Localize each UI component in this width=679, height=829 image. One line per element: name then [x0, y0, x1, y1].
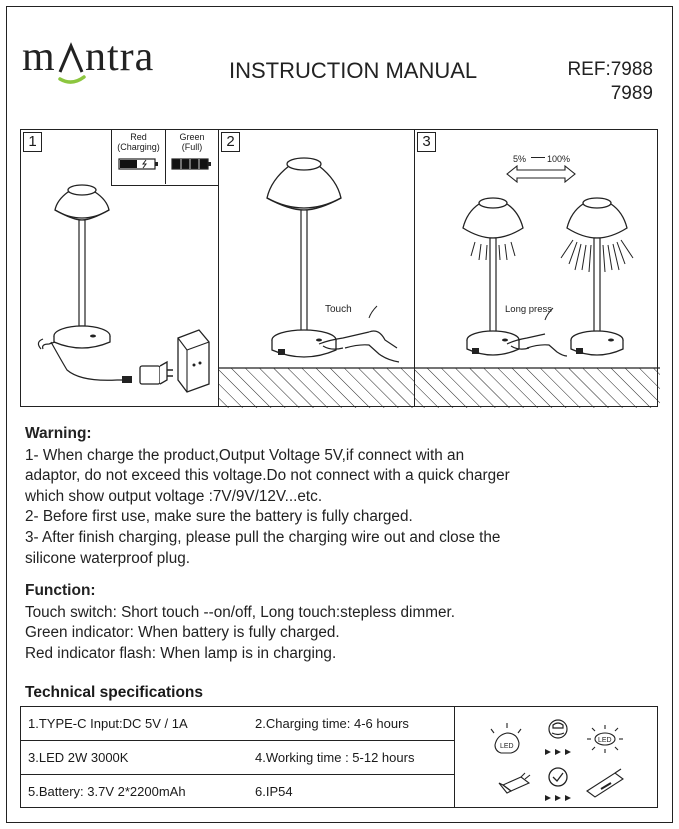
function-heading: Function:	[25, 582, 96, 600]
specs-heading: Technical specifications	[25, 684, 204, 701]
spec-cell: 2.Charging time: 4-6 hours	[255, 716, 409, 731]
spec-cell: 1.TYPE-C Input:DC 5V / 1A	[28, 716, 188, 731]
dim-scale-low: 5%	[513, 154, 527, 164]
function-line: Touch switch: Short touch --on/off, Long touch:stepless dimmer.	[25, 603, 455, 621]
spec-cell: 5.Battery: 3.7V 2*2200mAh	[28, 784, 186, 799]
illustration-panels	[20, 129, 658, 407]
brand-logo-mark	[22, 36, 202, 86]
driver-icon	[587, 769, 623, 797]
brand-logo	[22, 36, 202, 97]
warning-line: 1- When charge the product,Output Voltage 5V,if connect with an	[25, 446, 465, 464]
panel-number: 1	[23, 132, 42, 152]
function-line: Red indicator flash: When lamp is in charging.	[25, 644, 337, 662]
arrows-icon	[545, 795, 571, 801]
svg-text:LED: LED	[598, 737, 612, 744]
long-press-label: Long press	[505, 304, 553, 315]
manual-title: INSTRUCTION MANUAL	[229, 58, 478, 83]
installer-icon	[549, 720, 567, 738]
legend-red: Red (Charging)	[112, 132, 165, 174]
specs-table	[20, 706, 658, 808]
lamp-dimming-illustration	[415, 130, 660, 408]
warning-line: which show output voltage :7V/9V/12V...etc.	[25, 487, 323, 505]
panel-charging	[21, 130, 218, 406]
spec-cell: 3.LED 2W 3000K	[28, 750, 129, 765]
lamp-touch-illustration	[219, 130, 415, 408]
connector-icon	[499, 773, 530, 793]
function-line: Green indicator: When battery is fully charged.	[25, 624, 340, 642]
hand-bulb-icon	[491, 723, 521, 753]
table-row	[21, 707, 454, 741]
ref-line-1: REF:7988	[567, 59, 653, 80]
touch-label: Touch	[325, 304, 352, 315]
warning-line: silicone waterproof plug.	[25, 549, 190, 567]
lamp-charging-illustration	[21, 130, 218, 408]
panel-number: 3	[417, 132, 436, 152]
instructions-text	[25, 424, 655, 665]
table-row	[21, 775, 454, 809]
spec-icons	[454, 707, 658, 807]
warning-line: adaptor, do not exceed this voltage.Do not connect with a quick charger	[25, 467, 510, 485]
arrows-icon	[545, 749, 571, 755]
certification-icons	[455, 707, 659, 807]
panel-long-press	[414, 130, 659, 406]
panel-touch	[218, 130, 414, 406]
reference-codes	[567, 58, 653, 106]
ref-line-2: 7989	[610, 83, 653, 104]
spec-cell: 4.Working time : 5-12 hours	[255, 750, 415, 765]
warning-line: 2- Before first use, make sure the battery is fully charged.	[25, 508, 413, 526]
panel-number: 2	[221, 132, 240, 152]
dim-scale-dash	[531, 157, 545, 158]
svg-text:m: m	[22, 36, 56, 80]
svg-text:LED: LED	[500, 743, 514, 750]
svg-text:ntra: ntra	[85, 36, 155, 80]
check-icon	[549, 768, 567, 786]
warning-line: 3- After finish charging, please pull the charging wire out and close the	[25, 528, 501, 546]
table-row	[21, 741, 454, 775]
spec-cell: 6.IP54	[255, 784, 293, 799]
led-icon	[587, 725, 623, 753]
warning-heading: Warning:	[25, 425, 92, 442]
legend-green: Green (Full)	[165, 130, 218, 184]
dim-scale-high: 100%	[547, 154, 571, 164]
